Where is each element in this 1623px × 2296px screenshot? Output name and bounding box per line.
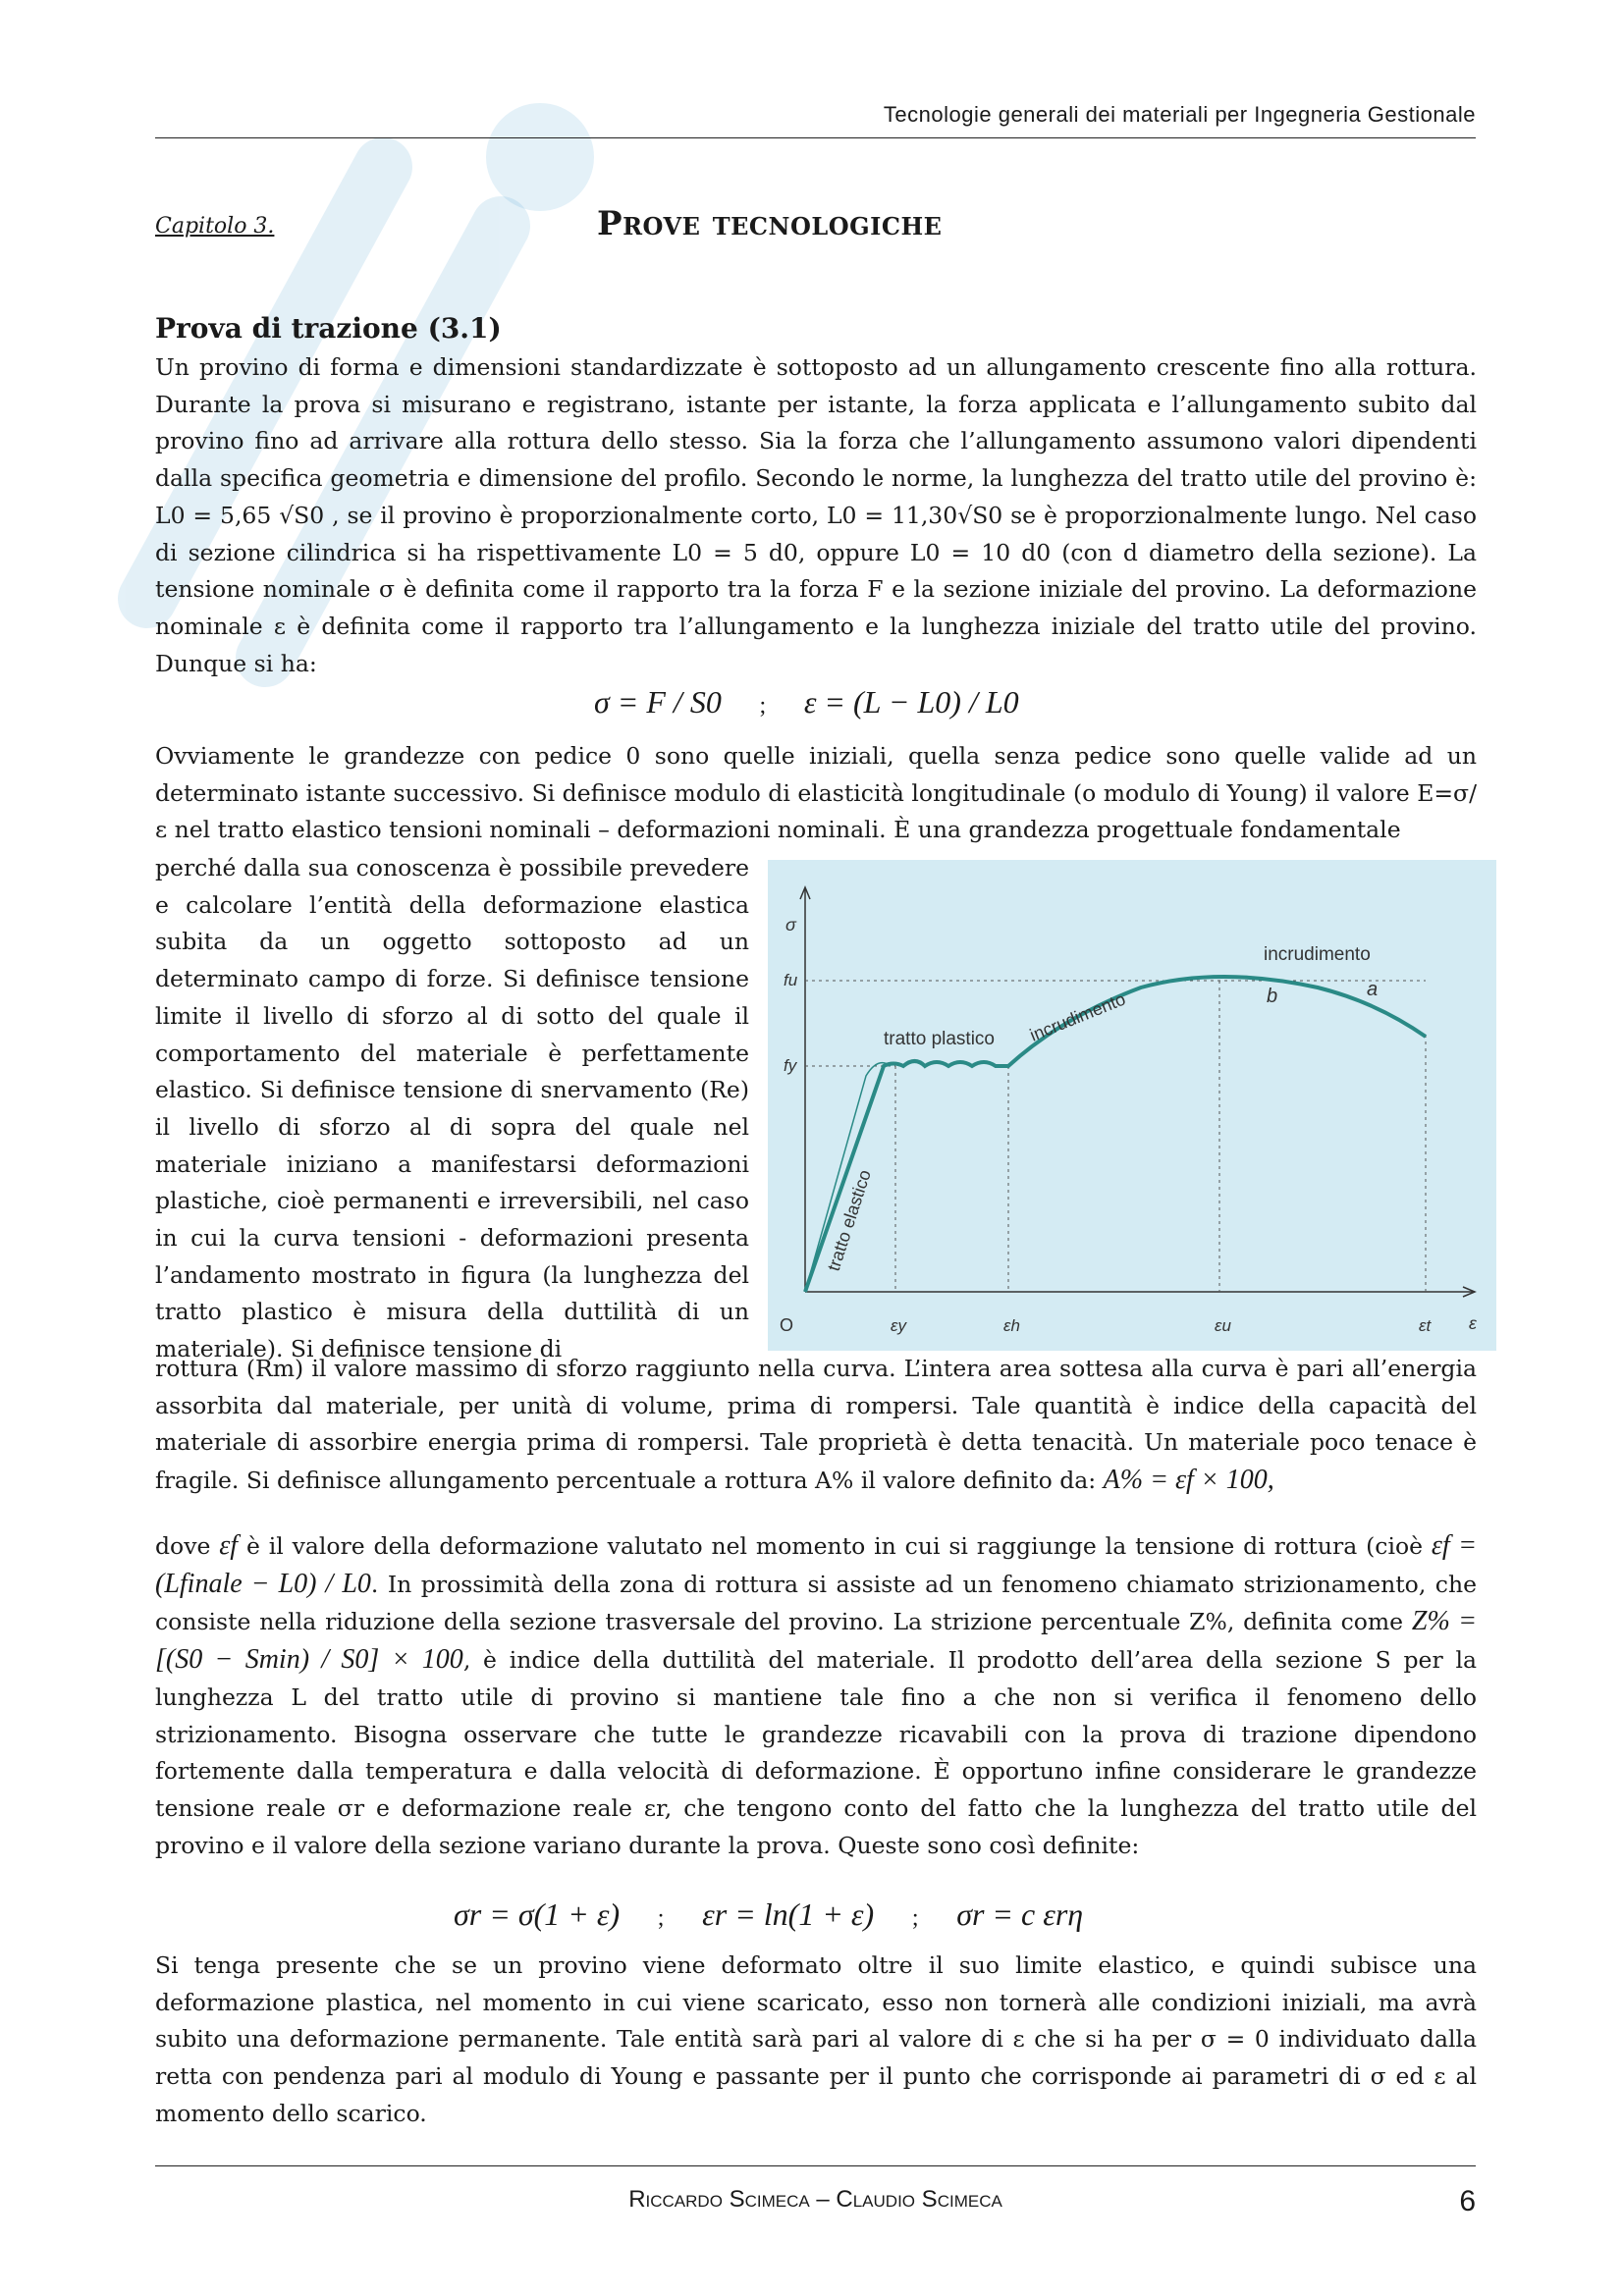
label-hardening-top: incrudimento — [1264, 944, 1371, 965]
formula-true-stress: σr = σ(1 + ε) — [454, 1896, 621, 1932]
formula-strain: ε = (L − L0) / L0 — [803, 684, 1019, 720]
stress-strain-figure — [768, 860, 1496, 1351]
page-footer: Riccardo Scimeca – Claudio Scimeca — [155, 2165, 1476, 2214]
tick-epsilon-u: εu — [1215, 1316, 1231, 1335]
necking-text-b: è il valore della deformazione valutato nel momento in cui si raggiunge la tensione di rottura (cioè — [245, 1532, 1424, 1560]
fy-label: fy — [784, 1056, 797, 1075]
tick-epsilon-t: εt — [1419, 1316, 1432, 1335]
formula-elongation: A% = εf × 100, — [1103, 1465, 1274, 1496]
fu-label: fu — [784, 971, 798, 989]
label-hardening-curve: incrudimento — [1027, 988, 1129, 1045]
page-number: 6 — [1459, 2185, 1476, 2217]
formula-necking: Z% = [(S0 − Smin) / S0] × 100 — [155, 1606, 1477, 1676]
formula-separator: ; — [657, 1905, 665, 1931]
necking-text-d: , è indice della duttilità del materiale. Il prodotto dell’area della sezione S per la lunghezza L del tratto utile di provino si mantiene tale fino a che non si verifica il fenomeno dello strizionamento. Bisogna osservare che tutte le grandezze ricavabili con la prova di trazione dipendono fortemente dalla temperatura e dalla velocità di deformazione. È opportuno infine considerare le grandezze tensione reale σr e deformazione reale εr, che tengono conto del fatto che la lunghezza del tratto utile del provino e il valore della sezione variano durante la prova. Queste sono così definite: — [155, 1646, 1477, 1859]
label-elastic: tratto elastico — [823, 1167, 875, 1274]
formula-stress-strain — [594, 684, 1019, 721]
formula-separator: ; — [759, 693, 767, 719]
symbol-epsilon-f: εf — [219, 1530, 239, 1561]
chapter-title: Prove tecnologiche — [597, 204, 943, 243]
formula-power-law: σr = c εrη — [956, 1896, 1084, 1932]
page-header: Tecnologie generali dei materiali per Ingegneria Gestionale — [155, 102, 1476, 138]
paragraph-intro: Un provino di forma e dimensioni standardizzate è sottoposto ad un allungamento crescente fino alla rottura. Durante la prova si misurano e registrano, istante per istante, la forza applicata e l’allungamento subito dal provino fino ad arrivare alla rottura dello stesso. Sia la forza che l’allungamento assumono valori dipendenti dalla specifica geometria e dimensione del profilo. Secondo le norme, la lunghezza del tratto utile del provino è: L0 = 5,65 √S0 , se il provino è proporzionalmente corto, L0 = 11,30√S0 se è proporzionalmente lungo. Nel caso di sezione cilindrica si ha rispettivamente L0 = 5 d0, oppure L0 = 10 d0 (con d diametro della sezione). La tensione nominale σ è definita come il rapporto tra la forza F e la sezione iniziale del provino. La deformazione nominale ε è definita come il rapporto tra l’allungamento e la lunghezza iniziale del tratto utile del provino. Dunque si ha: — [155, 353, 1477, 677]
paragraph-rupture — [155, 1351, 1477, 1500]
formula-true-values — [454, 1896, 1083, 1933]
label-b: b — [1267, 986, 1278, 1007]
figure-background — [768, 860, 1496, 1351]
paragraph-wrapped: perché dalla sua conoscenza è possibile prevedere e calcolare l’entità della deformazione elastica subita da un oggetto sottoposto ad un determinato campo di forze. Si definisce tensione limite il livello di sforzo al di sotto del quale il comportamento del materiale è perfettamente elastico. Si definisce tensione di snervamento (Re) il livello di sforzo al di sopra del quale nel materiale iniziano a manifestarsi deformazioni plastiche, cioè permanenti e irreversibili, nel caso in cui la curva tensioni - deformazioni presenta l’andamento mostrato in figura (la lunghezza del tratto plastico è misura della duttilità di un materiale). Si definisce tensione di — [155, 854, 749, 1363]
formula-separator: ; — [911, 1905, 919, 1931]
paragraph-rupture-text: rottura (Rm) il valore massimo di sforzo raggiunto nella curva. L’intera area sottesa alla curva è pari all’energia assorbita dal materiale, per unità di volume, prima di rompersi. Tale quantità è indice della capacità del materiale di assorbire energia prima di rompersi. Tale proprietà è detta tenacità. Un materiale poco tenace è fragile. Si definisce allungamento percentuale a rottura A% il valore definito da: — [155, 1355, 1477, 1495]
formula-stress: σ = F / S0 — [594, 684, 722, 720]
paragraph-necking — [155, 1527, 1477, 1864]
x-axis-label: ε — [1469, 1313, 1477, 1333]
section-title: Prova di trazione (3.1) — [155, 312, 502, 345]
necking-text-c: . In prossimità della zona di rottura si assiste ad un fenomeno chiamato strizionamento, che consiste nella riduzione della sezione trasversale del provino. La strizione percentuale Z%, definita come — [155, 1570, 1478, 1636]
label-a: a — [1367, 979, 1379, 1000]
formula-epsilon-f: εf = (Lfinale − L0) / L0 — [155, 1530, 1477, 1599]
paragraph-unloading: Si tenga presente che se un provino viene deformato oltre il suo limite elastico, e quindi subisce una deformazione plastica, nel momento in cui viene scaricato, esso non tornerà alle condizioni iniziali, ma avrà subito una deformazione permanente. Tale entità sarà pari al valore di ε che si ha per σ = 0 individuato dalla retta con pendenza pari al modulo di Young e passante per il punto che corrisponde ai parametri di σ ed ε al momento dello scarico. — [155, 1951, 1477, 2127]
label-plastic: tratto plastico — [884, 1029, 995, 1049]
y-axis-label: σ — [785, 915, 796, 934]
necking-text-a: dove — [155, 1532, 211, 1560]
chapter-label: Capitolo 3. — [155, 214, 275, 239]
formula-true-strain: εr = ln(1 + ε) — [702, 1896, 875, 1932]
tick-epsilon-h: εh — [1003, 1316, 1020, 1335]
paragraph-young-modulus: Ovviamente le grandezze con pedice 0 sono quelle iniziali, quella senza pedice sono quelle valide ad un determinato istante successivo. Si definisce modulo di elasticità longitudinale (o modulo di Young) il valore E=σ/ε nel tratto elastico tensioni nominali – deformazioni nominali. È una grandezza progettuale fondamentale — [155, 742, 1477, 844]
origin-label: O — [780, 1315, 794, 1335]
tick-epsilon-y: εy — [891, 1316, 906, 1335]
